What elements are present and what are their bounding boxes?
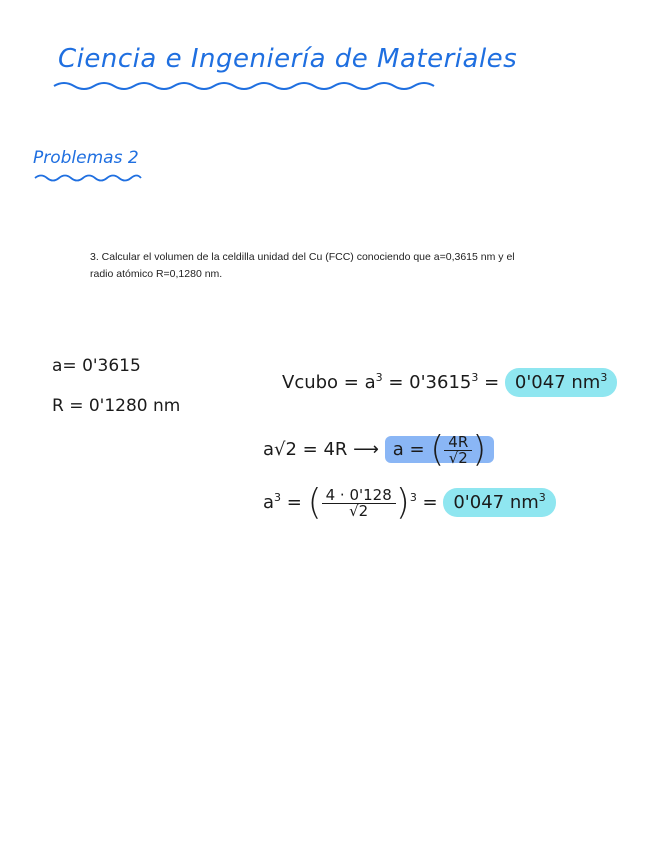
page-title: Ciencia e Ingeniería de Materiales	[58, 44, 518, 74]
eq3-den: √2	[349, 501, 369, 520]
eq3-exp: 3	[409, 491, 417, 504]
eq2-highlight	[385, 429, 495, 470]
eq2-fraction	[444, 432, 472, 467]
eq1-result: 0'047 nm	[514, 372, 601, 393]
equation-volume	[282, 372, 617, 392]
given-a: a= 0'3615	[52, 356, 141, 376]
eq2-a: a =	[392, 439, 431, 460]
eq3-result-highlight	[443, 488, 555, 517]
eq3-result: 0'047 nm	[453, 492, 539, 513]
eq2-paren-open: (	[430, 429, 445, 470]
eq1-left: Vcubo = a	[282, 372, 376, 393]
eq3-left-exp: 3	[274, 491, 282, 504]
eq2-left: a√2 = 4R ⟶	[263, 439, 385, 460]
eq1-result-highlight	[505, 368, 617, 397]
eq1-exp: 3	[375, 371, 383, 384]
eq3-paren-open: (	[307, 482, 322, 523]
eq3-fraction	[322, 485, 396, 520]
title-underline	[52, 78, 442, 94]
eq1-mid: = 0'3615	[382, 372, 472, 393]
equation-cube	[263, 482, 556, 523]
eq2-paren-close: )	[472, 429, 487, 470]
eq3-left: a	[263, 492, 275, 513]
equation-relation	[263, 429, 494, 470]
eq2-den: √2	[448, 448, 468, 467]
eq3-paren-close: )	[395, 482, 410, 523]
eq3-result-exp: 3	[538, 491, 546, 504]
eq3-eq: =	[281, 492, 308, 513]
section-subtitle: Problemas 2	[33, 148, 139, 168]
subtitle-underline	[33, 172, 143, 184]
eq3-num: 4 · 0'128	[322, 488, 396, 504]
eq1-result-exp: 3	[600, 371, 608, 384]
eq2-num: 4R	[444, 435, 472, 451]
eq1-eq: =	[478, 372, 505, 393]
eq3-eq2: =	[416, 492, 444, 513]
given-r: R = 0'1280 nm	[52, 396, 181, 416]
problem-statement: 3. Calcular el volumen de la celdilla unidad del Cu (FCC) conociendo que a=0,3615 nm y el radio atómico R=0,1280 nm.	[90, 251, 515, 280]
eq1-mid-exp: 3	[471, 371, 479, 384]
